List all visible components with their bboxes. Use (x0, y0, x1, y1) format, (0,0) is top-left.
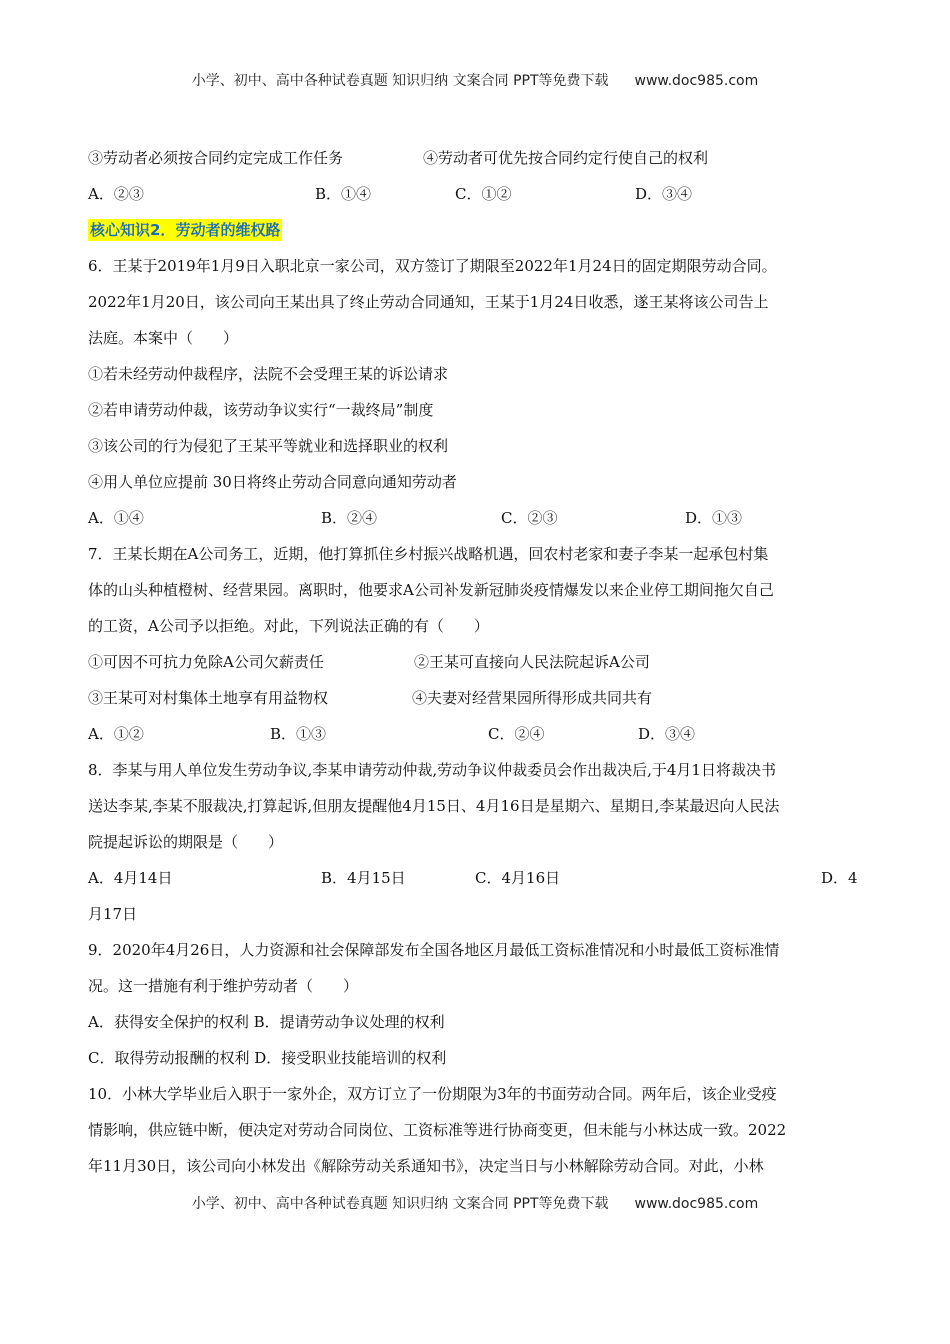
q5-option-c: C．①② (455, 185, 512, 203)
q6-option-a: A．①④ (88, 509, 144, 527)
q8-line-2: 送达李某,李某不服裁决,打算起诉,但朋友提醒他4月15日、4月16日是星期六、星期日,李某最迟向人民法 (88, 797, 780, 815)
q8-options-row (88, 860, 863, 896)
q10-line-2: 情影响，供应链中断，便决定对劳动合同岗位、工资标准等进行协商变更，但未能与小林达成一致。2022 (88, 1121, 787, 1139)
q5-option-a: A．②③ (88, 185, 144, 203)
q6-statement-2: ②若申请劳动仲裁，该劳动争议实行“一裁终局”制度 (88, 401, 434, 419)
q6-line-2: 2022年1月20日，该公司向王某出具了终止劳动合同通知，王某于1月24日收悉，遂王某将该公司告上 (88, 293, 769, 311)
q7-option-d: D．③④ (638, 725, 696, 743)
q7-line-2: 体的山头种植橙树、经营果园。离职时，他要求A公司补发新冠肺炎疫情爆发以来企业停工期间拖欠自己 (88, 581, 774, 599)
q7-option-a: A．①② (88, 725, 144, 743)
q9-line-1: 9．2020年4月26日，人力资源和社会保障部发布全国各地区月最低工资标准情况和小时最低工资标准情 (88, 941, 780, 959)
document-body (88, 140, 863, 1184)
q7-statement-4: ④夫妻对经营果园所得形成共同共有 (412, 689, 653, 707)
q7-option-c: C．②④ (488, 725, 545, 743)
q7-statement-1: ①可因不可抗力免除A公司欠薪责任 (88, 653, 324, 671)
q7-statement-2: ②王某可直接向人民法院起诉A公司 (414, 653, 650, 671)
q10-line-3: 年11月30日，该公司向小林发出《解除劳动关系通知书》，决定当日与小林解除劳动合同。对此，小林 (88, 1157, 764, 1175)
q8-option-c: C．4月16日 (475, 869, 561, 887)
q9-options-cd: C．取得劳动报酬的权利 D．接受职业技能培训的权利 (88, 1049, 447, 1067)
q6-option-d: D．①③ (685, 509, 743, 527)
q7-options-row (88, 716, 863, 752)
q9-options-ab: A．获得安全保护的权利 B．提请劳动争议处理的权利 (88, 1013, 445, 1031)
q7-statements-row-2 (88, 680, 863, 716)
q10-line-1: 10．小林大学毕业后入职于一家外企，双方订立了一份期限为3年的书面劳动合同。两年后，该企业受疫 (88, 1085, 777, 1103)
q8-option-d: D．4 (821, 869, 858, 887)
q7-line-1: 7．王某长期在A公司务工，近期，他打算抓住乡村振兴战略机遇，回农村老家和妻子李某一起承包村集 (88, 545, 769, 563)
q7-statements-row-1 (88, 644, 863, 680)
q6-line-1: 6．王某于2019年1月9日入职北京一家公司，双方签订了期限至2022年1月24日的固定期限劳动合同。 (88, 257, 777, 275)
q6-options-row (88, 500, 863, 536)
q6-option-b: B．②④ (321, 509, 378, 527)
q5-option-b: B．①④ (315, 185, 372, 203)
q6-statement-1: ①若未经劳动仲裁程序，法院不会受理王某的诉讼请求 (88, 365, 449, 383)
header-text: 小学、初中、高中各种试卷真题 知识归纳 文案合同 PPT等免费下载 (191, 73, 609, 89)
q6-statement-4: ④用人单位应提前 30日将终止劳动合同意向通知劳动者 (88, 473, 457, 491)
q8-option-d-cont: 月17日 (88, 905, 138, 923)
q9-line-2: 况。这一措施有利于维护劳动者（ ） (88, 977, 359, 995)
footer-site: www.doc985.com (634, 1196, 759, 1212)
q8-option-a: A．4月14日 (88, 869, 173, 887)
q5-statement-3: ③劳动者必须按合同约定完成工作任务 (88, 149, 344, 167)
q5-option-d: D．③④ (635, 185, 693, 203)
section-heading: 核心知识2．劳动者的维权路 (90, 221, 281, 239)
page-footer (0, 1193, 950, 1213)
q6-statement-3: ③该公司的行为侵犯了王某平等就业和选择职业的权利 (88, 437, 449, 455)
q5-statement-4: ④劳动者可优先按合同约定行使自己的权利 (423, 149, 709, 167)
header-site: www.doc985.com (634, 73, 759, 89)
footer-text: 小学、初中、高中各种试卷真题 知识归纳 文案合同 PPT等免费下载 (191, 1196, 609, 1212)
q8-line-1: 8．李某与用人单位发生劳动争议,李某申请劳动仲裁,劳动争议仲裁委员会作出裁决后,于4月1日将裁决书 (88, 761, 776, 779)
section-heading-row (88, 212, 863, 248)
q8-option-b: B．4月15日 (321, 869, 406, 887)
q7-option-b: B．①③ (270, 725, 327, 743)
q5-statements-row (88, 140, 863, 176)
q6-line-3: 法庭。本案中（ ） (88, 329, 239, 347)
q7-statement-3: ③王某可对村集体土地享有用益物权 (88, 689, 329, 707)
page-header (0, 70, 950, 90)
q6-option-c: C．②③ (501, 509, 558, 527)
q8-line-3: 院提起诉讼的期限是（ ） (88, 833, 284, 851)
q5-options-row (88, 176, 863, 212)
q7-line-3: 的工资，A公司予以拒绝。对此，下列说法正确的有（ ） (88, 617, 489, 635)
